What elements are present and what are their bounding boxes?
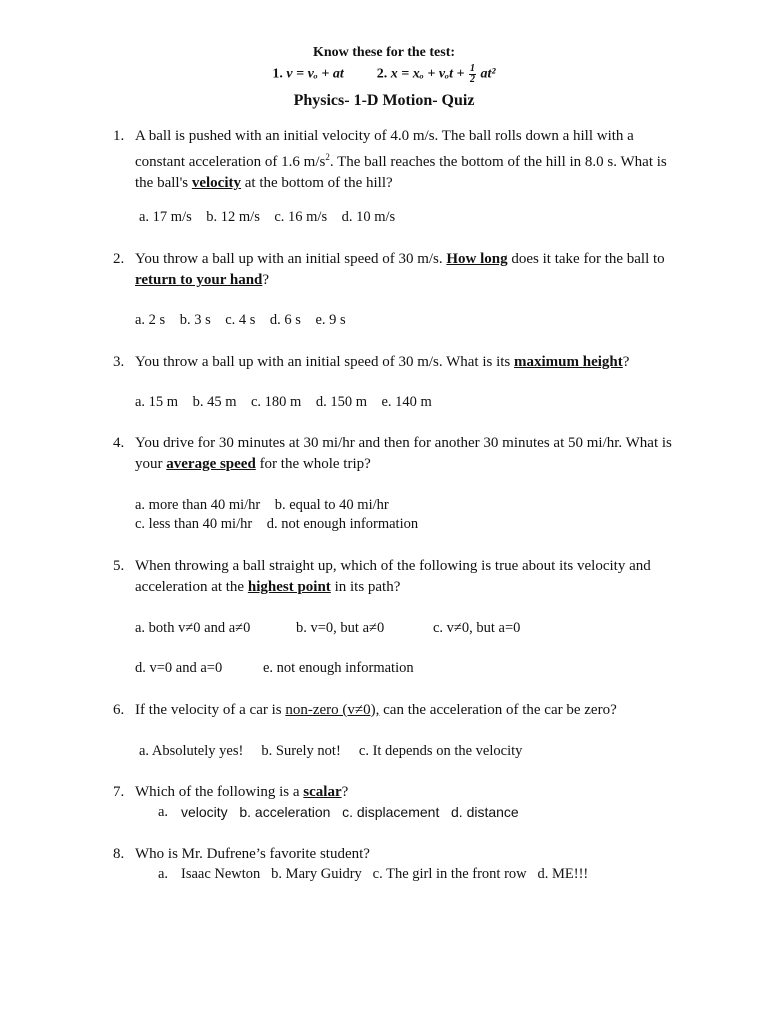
- formula-line: [0, 64, 768, 85]
- keyword: How long: [446, 251, 508, 267]
- question-text: Who is Mr. Dufrene’s favorite student?: [135, 846, 370, 862]
- answer-choices-4a: a. more than 40 mi/hr b. equal to 40 mi/hr: [135, 497, 389, 513]
- keyword: maximum height: [514, 354, 623, 370]
- question-number: 8.: [113, 846, 125, 862]
- keyword: velocity: [191, 175, 242, 191]
- formula-1-number: 1.: [272, 66, 283, 82]
- question-1: [113, 126, 673, 194]
- question-8: [113, 844, 673, 865]
- question-2: [113, 249, 673, 291]
- question-3: [113, 352, 673, 373]
- question-number: 2.: [113, 251, 125, 267]
- question-text: A ball is pushed with an initial velocity of 4.0 m/s. The ball rolls down a hill with a constant acceleration of 1.6 $m/s^2$. The ball reaches the bottom of the hill in 8.0 s. What is the ball's velocity at the bottom of the hill?: [135, 128, 667, 191]
- question-text: Which of the following is a scalar?: [135, 784, 349, 800]
- answer-choices-8: Isaac Newton b. Mary Guidry c. The girl in the front row d. ME!!!: [181, 866, 589, 882]
- question-5: [113, 556, 673, 598]
- question-text: If the velocity of a car is non-zero (v≠0), can the acceleration of the car be zero?: [135, 702, 617, 718]
- answer-letter-8: a.: [158, 866, 169, 882]
- question-4: [113, 433, 673, 475]
- keyword: highest point: [247, 579, 331, 595]
- answer-letter-7: a.: [158, 804, 169, 820]
- quiz-title: Physics- 1-D Motion- Quiz: [293, 92, 475, 109]
- keyword: non-zero (v≠0),: [285, 702, 380, 718]
- answer-choices-4b: c. less than 40 mi/hr d. not enough information: [135, 516, 419, 532]
- question-number: 3.: [113, 354, 125, 370]
- question-number: 4.: [113, 435, 125, 451]
- keyword: average speed: [166, 456, 256, 472]
- question-text: You throw a ball up with an initial speed of 30 m/s. What is its maximum height?: [135, 354, 630, 370]
- answer-choice-5b: b. v=0, but a≠0: [296, 620, 385, 636]
- answer-choices-3: a. 15 m b. 45 m c. 180 m d. 150 m e. 140 m: [135, 394, 432, 410]
- formula-2-right: at²: [480, 66, 496, 82]
- answer-choices-6: a. Absolutely yes! b. Surely not! c. It depends on the velocity: [139, 743, 523, 759]
- answer-choices-7: velocity b. acceleration c. displacement d. distance: [181, 804, 519, 820]
- answer-choices-1: a. 17 m/s b. 12 m/s c. 16 m/s d. 10 m/s: [139, 209, 396, 225]
- formula-1: v = vₒ + at: [286, 66, 344, 82]
- question-text: You drive for 30 minutes at 30 mi/hr and then for another 30 minutes at 50 mi/hr. What is your average speed for the whole trip?: [135, 435, 672, 472]
- question-number: 1.: [113, 128, 125, 144]
- one-half-fraction: $\frac{1}{2}$: [470, 63, 476, 85]
- answer-choice-5e: e. not enough information: [263, 660, 414, 676]
- formula-2-left: x = xₒ + vₒt +: [390, 66, 465, 82]
- question-number: 5.: [113, 558, 125, 574]
- answer-choice-5d: d. v=0 and a=0: [135, 660, 223, 676]
- answer-choice-5c: c. v≠0, but a=0: [433, 620, 521, 636]
- question-6: [113, 700, 673, 721]
- question-number: 6.: [113, 702, 125, 718]
- answer-choices-2: a. 2 s b. 3 s c. 4 s d. 6 s e. 9 s: [135, 312, 346, 328]
- formula-2-number: 2.: [376, 66, 388, 82]
- question-text: When throwing a ball straight up, which of the following is true about its velocity and acceleration at the highest point in its path?: [135, 558, 651, 595]
- test-reminder-heading: Know these for the test:: [312, 45, 456, 60]
- keyword: scalar: [303, 784, 342, 800]
- answer-choice-5a: a. both v≠0 and a≠0: [135, 620, 251, 636]
- question-number: 7.: [113, 784, 125, 800]
- keyword: return to your hand: [135, 272, 263, 288]
- question-text: You throw a ball up with an initial speed of 30 m/s. How long does it take for the ball to return to your hand?: [135, 251, 665, 288]
- question-7: [113, 782, 673, 803]
